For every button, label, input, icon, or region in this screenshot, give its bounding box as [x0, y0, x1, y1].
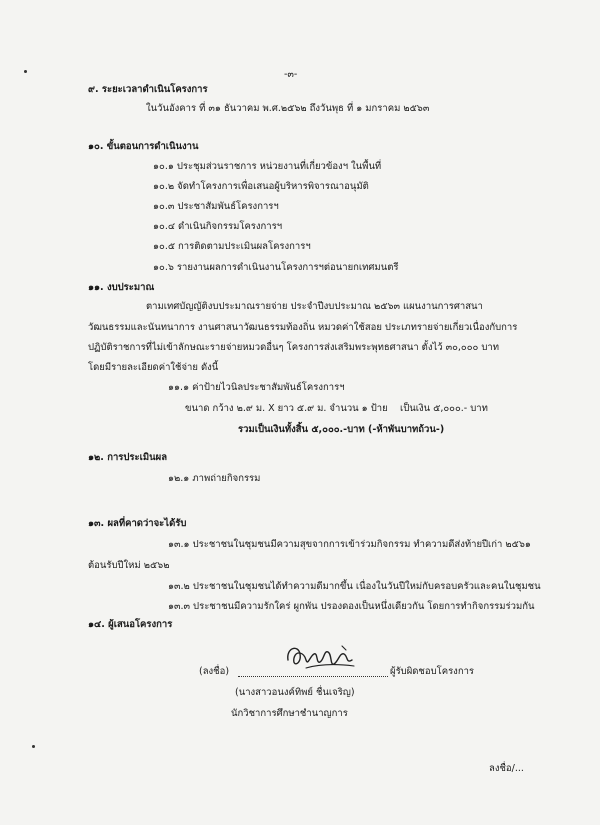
page-number: -๓- — [284, 69, 298, 80]
section-9-heading: ๙. ระยะเวลาดำเนินโครงการ — [88, 84, 208, 95]
evaluation-item: ๑๒.๑ ภาพถ่ายกิจกรรม — [168, 473, 261, 484]
budget-size: ขนาด กว้าง ๒.๙ ม. X ยาว ๕.๙ ม. จำนวน ๑ ป้าย — [185, 403, 388, 414]
budget-total: รวมเป็นเงินทั้งสิ้น ๕,๐๐๐.-บาท (-ห้าพันบาทถ้วน-) — [238, 424, 445, 435]
budget-line: วัฒนธรรมและนันทนาการ งานศาสนาวัฒนธรรมท้องถิ่น หมวดค่าใช้สอย ประเภทรายจ่ายเกี่ยวเนื่องกับการ — [88, 322, 518, 333]
section-14-heading: ๑๔. ผู้เสนอโครงการ — [88, 619, 173, 630]
section-11-heading: ๑๑. งบประมาณ — [88, 282, 155, 293]
scan-speck — [32, 745, 35, 748]
budget-line: ปฏิบัติราชการที่ไม่เข้าลักษณะรายจ่ายหมวดอื่นๆ โครงการส่งเสริมพระพุทธศาสนา ตั้งไว้ ๓๐,๐๐๐ บาท — [88, 342, 499, 353]
section-9-text: ในวันอังคาร ที่ ๓๑ ธันวาคม พ.ศ.๒๕๖๒ ถึงวันพุธ ที่ ๑ มกราคม ๒๕๖๓ — [146, 103, 430, 114]
section-10-item: ๑๐.๕ การติดตามประเมินผลโครงการฯ — [153, 241, 311, 252]
section-10-item: ๑๐.๖ รายงานผลการดำเนินงานโครงการฯต่อนายกเทศมนตรี — [153, 262, 399, 273]
section-12-heading: ๑๒. การประเมินผล — [88, 452, 168, 463]
footer-continuation: ลงชื่อ/... — [489, 763, 524, 774]
budget-line: ตามเทศบัญญัติงบประมาณรายจ่าย ประจำปีงบประมาณ ๒๕๖๓ แผนงานการศาสนา — [146, 301, 483, 312]
outcome-item: ๑๓.๓ ประชาชนมีความรักใคร่ ผูกพัน ปรองดองเป็นหนึ่งเดียวกัน โดยการทำกิจกรรมร่วมกัน — [168, 601, 535, 612]
section-10-item: ๑๐.๑ ประชุมส่วนราชการ หน่วยงานที่เกี่ยวข้องฯ ในพื้นที่ — [153, 161, 382, 172]
budget-amount: เป็นเงิน ๕,๐๐๐.- บาท — [400, 403, 488, 414]
outcome-item: ๑๓.๑ ประชาชนในชุมชนมีความสุขจากการเข้าร่วมกิจกรรม ทำความดีส่งท้ายปีเก่า ๒๕๖๑ — [168, 539, 531, 550]
signer-position: นักวิชาการศึกษาชำนาญการ — [231, 708, 348, 719]
outcome-item: ๑๓.๒ ประชาชนในชุมชนได้ทำความดีมากขึ้น เนื่องในวันปีใหม่กับครอบครัวและคนในชุมชน — [168, 581, 541, 592]
sign-label: (ลงชื่อ) — [199, 666, 230, 677]
section-10-item: ๑๐.๓ ประชาสัมพันธ์โครงการฯ — [153, 201, 279, 212]
outcome-item-continued: ต้อนรับปีใหม่ ๒๕๖๒ — [88, 560, 170, 571]
section-10-heading: ๑๐. ขั้นตอนการดำเนินงาน — [88, 141, 199, 152]
budget-line: โดยมีรายละเอียดค่าใช้จ่าย ดังนี้ — [88, 362, 219, 373]
signer-role: ผู้รับผิดชอบโครงการ — [390, 666, 475, 677]
section-10-item: ๑๐.๒ จัดทำโครงการเพื่อเสนอผู้บริหารพิจารณาอนุมัติ — [153, 181, 369, 192]
section-10-item: ๑๐.๔ ดำเนินกิจกรรมโครงการฯ — [153, 221, 283, 232]
signer-name: (นางสาวอนงค์ทิพย์ ชื่นเจริญ) — [235, 687, 355, 698]
budget-item: ๑๑.๑ ค่าป้ายไวนิลประชาสัมพันธ์โครงการฯ — [168, 382, 345, 393]
scan-speck — [24, 70, 27, 73]
section-13-heading: ๑๓. ผลที่คาดว่าจะได้รับ — [88, 518, 187, 529]
handwritten-signature — [280, 638, 360, 678]
